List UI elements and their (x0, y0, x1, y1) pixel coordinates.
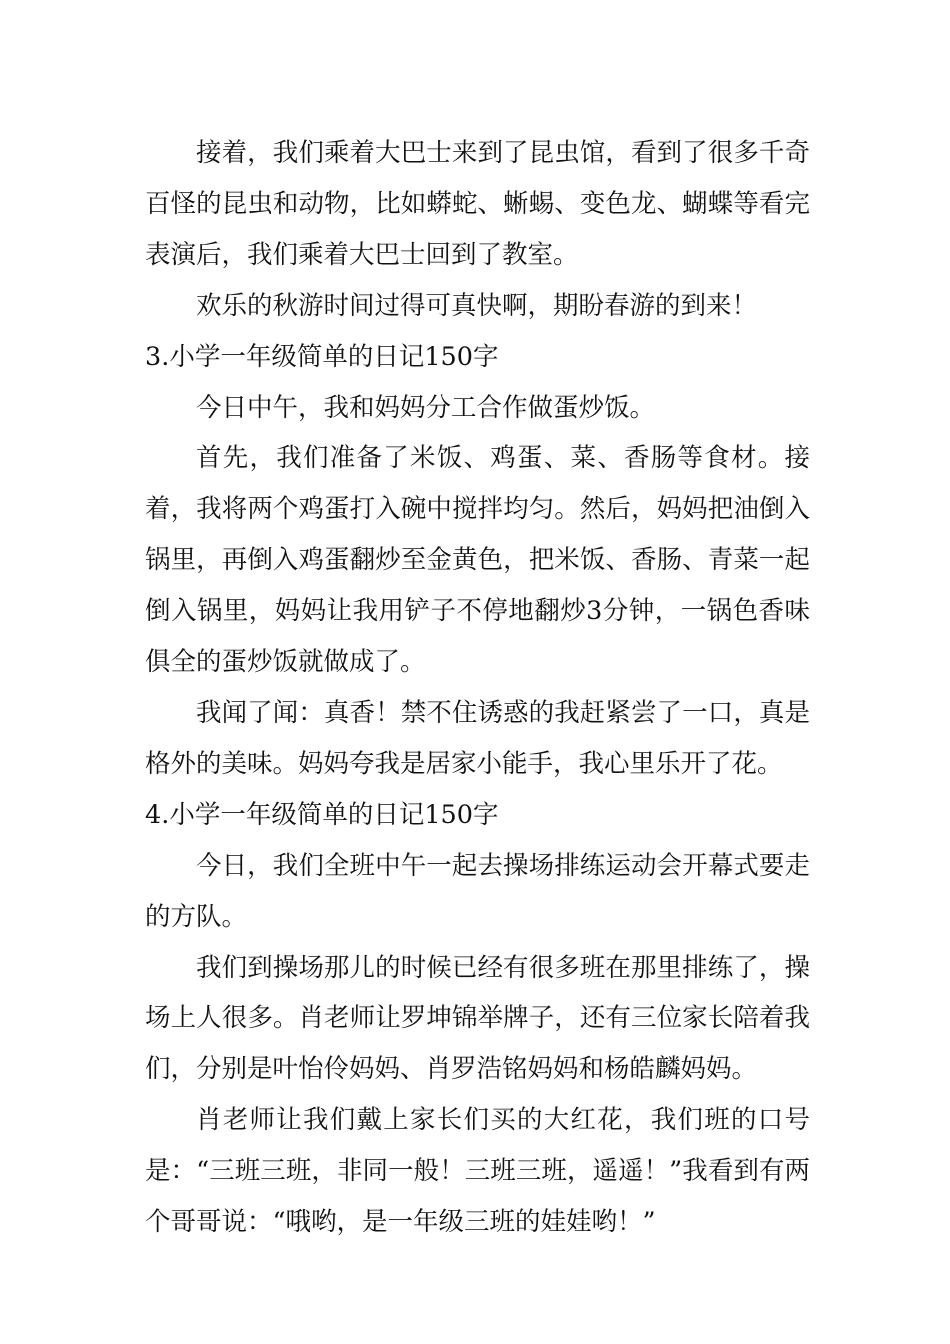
section-heading: 4.小学一年级简单的日记150字 (145, 799, 499, 830)
paragraph: 接着，我们乘着大巴士来到了昆虫馆，看到了很多千奇百怪的昆虫和动物，比如蟒蛇、蜥蜴、变色龙、蝴蝶等看完表演后，我们乘着大巴士回到了教室。 (145, 138, 810, 270)
paragraph: 我闻了闻：真香！禁不住诱惑的我赶紧尝了一口，真是格外的美味。妈妈夸我是居家小能手，我心里乐开了花。 (145, 697, 810, 779)
paragraph: 今日，我们全班中午一起去操场排练运动会开幕式要走的方队。 (145, 850, 810, 932)
paragraph: 首先，我们准备了米饭、鸡蛋、菜、香肠等食材。接着，我将两个鸡蛋打入碗中搅拌均匀。然后，妈妈把油倒入锅里，再倒入鸡蛋翻炒至金黄色，把米饭、香肠、青菜一起倒入锅里，妈妈让我用铲子不停地翻炒3分钟，一锅色香味俱全的蛋炒饭就做成了。 (145, 443, 810, 678)
paragraph: 欢乐的秋游时间过得可真快啊，期盼春游的到来！ (196, 290, 758, 321)
document-body (145, 128, 810, 1248)
section-heading: 3.小学一年级简单的日记150字 (145, 341, 499, 372)
paragraph: 肖老师让我们戴上家长们买的大红花，我们班的口号是：“三班三班，非同一般！三班三班，遥遥！”我看到有两个哥哥说：“哦哟，是一年级三班的娃娃哟！” (145, 1105, 810, 1238)
paragraph: 今日中午，我和妈妈分工合作做蛋炒饭。 (196, 392, 656, 423)
paragraph: 我们到操场那儿的时候已经有很多班在那里排练了，操场上人很多。肖老师让罗坤锦举牌子，还有三位家长陪着我们，分别是叶怡伶妈妈、肖罗浩铭妈妈和杨皓麟妈妈。 (145, 952, 810, 1085)
